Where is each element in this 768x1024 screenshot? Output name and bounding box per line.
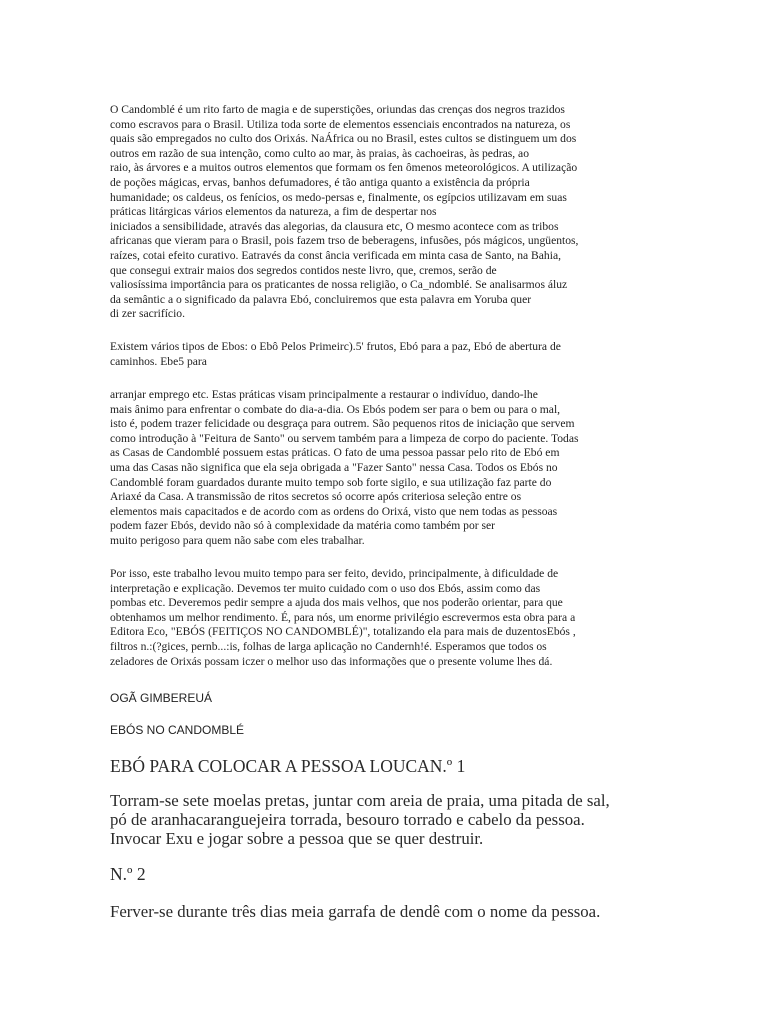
text-line: como introdução à "Feitura de Santo" ou servem também para a limpeza de corpo do paciente. Todas	[110, 431, 579, 445]
text-line: zeladores de Orixás possam iczer o melhor uso das informações que o presente volume lhes dá.	[110, 654, 553, 668]
text-line: Ferver-se durante três dias meia garrafa de dendê com o nome da pessoa.	[110, 902, 601, 921]
section-heading-2: N.º 2	[110, 864, 146, 884]
text-line: di zer sacrifício.	[110, 307, 185, 321]
text-line: caminhos. Ebe5 para	[110, 354, 207, 368]
text-line: valiosíssima importância para os praticantes de nossa religião, o Ca_ndomblé. Se analisarmos áluz	[110, 278, 568, 292]
text-line: muito perigoso para quem não sabe com eles trabalhar.	[110, 533, 365, 547]
text-line: práticas litárgicas vários elementos da natureza, a fim de despertar nos	[110, 205, 437, 219]
text-line: Por isso, este trabalho levou muito tempo para ser feito, devido, principalmente, à dificuldade de	[110, 567, 559, 580]
text-line: elementos mais capacitados e de acordo com as ordens do Orixá, visto que nem todas as pessoas	[110, 504, 558, 518]
text-line: as Casas de Candomblé possuem estas práticas. O fato de uma pessoa passar pelo rito de Ebó em	[110, 446, 560, 460]
text-line: raízes, cotai efeito curativo. Eatravés da const ância verificada em minta casa de Santo, na Bahia,	[110, 248, 561, 262]
text-line: podem fazer Ebós, devido não só à complexidade da matéria como também por ser	[110, 519, 496, 533]
recipe-1	[110, 791, 670, 848]
text-line: Editora Eco, "EBÓS (FEITIÇOS NO CANDOMBLÉ)", totalizando ela para mais de duzentosEbós ,	[110, 625, 576, 639]
text-line: raio, às árvores e a muitos outros elementos que formam os fen ômenos meteorológicos. A utilização	[110, 161, 578, 175]
text-line: Candomblé foram guardados durante muito tempo sob forte sigilo, e sua utilização faz parte do	[110, 475, 552, 489]
section-heading-1: EBÓ PARA COLOCAR A PESSOA LOUCAN.º 1	[110, 756, 466, 776]
text-line: Existem vários tipos de Ebos: o Ebô Pelos Primeirc).5' frutos, Ebó para a paz, Ebó de abertura de	[110, 340, 561, 353]
text-line: humanidade; os caldeus, os fenícios, os medo-persas e, finalmente, os egípcios utilizavam em suas	[110, 190, 567, 204]
text-line: da semântic a o significado da palavra Ebó, concluiremos que esta palavra em Yoruba quer	[110, 292, 532, 306]
text-line: como escravos para o Brasil. Utiliza toda sorte de elementos essenciais encontrados na natureza, os	[110, 117, 571, 131]
text-line: outros em razão de sua intenção, como culto ao mar, às praias, às cachoeiras, às pedras, ao	[110, 146, 529, 160]
paragraph-closing	[110, 567, 670, 669]
author-name: OGÃ GIMBEREUÁ	[110, 691, 213, 705]
text-line: iniciados a sensibilidade, através das alegorias, da clausura etc, O mesmo acontece com as tribos	[110, 219, 559, 233]
text-line: uma das Casas não significa que ela seja obrigada a "Fazer Santo" nessa Casa. Todos os Ebós no	[110, 460, 558, 474]
text-line: arranjar emprego etc. Estas práticas visam principalmente a restaurar o indivíduo, dando-lhe	[110, 388, 538, 401]
text-line: O Candomblé é um rito farto de magia e de superstições, oriundas das crenças dos negros trazidos	[110, 103, 565, 116]
text-line: de poções mágicas, ervas, banhos defumadores, é tão antiga quanto a existência da própria	[110, 175, 530, 189]
text-line: mais ânimo para enfrentar o combate do dia-a-dia. Os Ebós podem ser para o bem ou para o mal,	[110, 402, 561, 416]
text-line: filtros n.:(?gices, pernb...:is, folhas de larga aplicação no Candernh!é. Esperamos que todos os	[110, 639, 547, 653]
text-line: quais são empregados no culto dos Orixás. NaÁfrica ou no Brasil, estes cultos se distinguem um dos	[110, 132, 577, 146]
text-line: Invocar Exu e jogar sobre a pessoa que se quer destruir.	[110, 829, 484, 848]
text-line: Ariaxé da Casa. A transmissão de ritos secretos só ocorre após criteriosa seleção entre os	[110, 490, 522, 504]
text-line: que consegui extrair maios dos segredos contidos neste livro, que, cremos, serão de	[110, 263, 497, 277]
text-line: pó de aranhacaranguejeira torrada, besouro torrado e cabelo da pessoa.	[110, 810, 585, 829]
paragraph-types	[110, 340, 670, 369]
book-title: EBÓS NO CANDOMBLÉ	[110, 723, 245, 737]
text-line: africanas que vieram para o Brasil, pois fazem trso de beberagens, infusões, pós mágicos, ungüentos,	[110, 234, 579, 248]
text-line: interpretação e explicação. Devemos ter muito cuidado com o uso dos Ebós, assim como das	[110, 581, 541, 595]
paragraph-intro	[110, 103, 670, 322]
recipe-2	[110, 902, 670, 921]
text-line: pombas etc. Deveremos pedir sempre a ajuda dos mais velhos, que nos poderão orientar, para que	[110, 596, 563, 610]
text-line: isto é, podem trazer felicidade ou desgraça para outrem. São pequenos ritos de iniciação que servem	[110, 417, 575, 431]
text-line: obtenhamos um melhor rendimento. É, para nós, um enorme privilégio escrevermos esta obra para a	[110, 610, 576, 624]
paragraph-practices	[110, 388, 670, 549]
text-line: Torram-se sete moelas pretas, juntar com areia de praia, uma pitada de sal,	[110, 791, 610, 810]
